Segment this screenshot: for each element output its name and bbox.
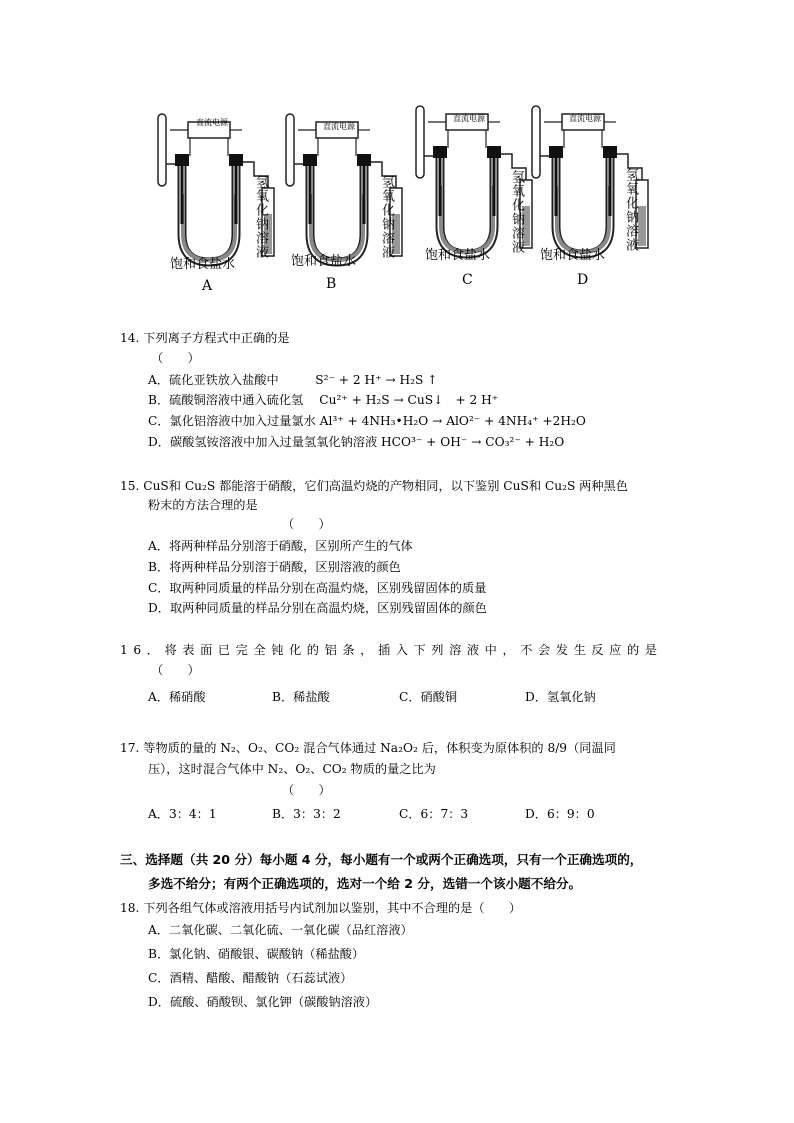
power-label-d: 直流电源 — [569, 114, 601, 123]
q18-option-d: D．硫酸、硝酸钡、氯化钾（碳酸钠溶液） — [148, 995, 378, 1009]
panel-letter-c: C — [462, 272, 473, 288]
q18-option-a: A．二氧化碳、二氧化硫、一氧化碳（品红溶液） — [148, 923, 413, 937]
power-label-b: 直流电源 — [323, 122, 355, 131]
panel-letter-a: A — [202, 278, 213, 294]
q14-option-d: D．碳酸氢铵溶液中加入过量氢氧化钠溶液 HCO³⁻ + OH⁻ → CO₃²⁻ + H₂O — [148, 435, 565, 449]
q15-option-a: A．将两种样品分别溶于硝酸，区别所产生的气体 — [148, 539, 413, 553]
panel-letter-b: B — [326, 276, 337, 292]
brine-label-d: 饱和食盐水 — [540, 248, 606, 263]
power-label-c: 直流电源 — [453, 114, 485, 123]
brine-label-b: 饱和食盐水 — [291, 254, 357, 269]
q14-option-b: B．硫酸铜溶液中通入硫化氢 Cu²⁺ + H₂S → CuS↓ + 2 H⁺ — [148, 393, 499, 407]
q17-option-b: B．3：3：2 — [272, 807, 341, 821]
q14-stem: 14. 下列离子方程式中正确的是 — [120, 331, 290, 345]
q15-stem-line1: 15. CuS和 Cu₂S 都能溶于硝酸，它们高温灼烧的产物相同，以下鉴别 CuS和 Cu₂S 两种黑色 — [120, 479, 628, 493]
q17-stem-line1: 17. 等物质的量的 N₂、O₂、CO₂ 混合气体通过 Na₂O₂ 后，体积变为原体积的 8/9（同温同 — [120, 741, 616, 755]
brine-label-c: 饱和食盐水 — [425, 248, 491, 263]
q15-option-c: C．取两种同质量的样品分别在高温灼烧，区别残留固体的质量 — [148, 581, 487, 595]
q16-option-c: C．硝酸铜 — [399, 690, 458, 704]
q17-option-a: A．3：4：1 — [148, 807, 217, 821]
q18-option-c: C．酒精、醋酸、醋酸钠（石蕊试液） — [148, 971, 353, 985]
q17-option-c: C．6：7：3 — [399, 807, 469, 821]
q16-stem: 16．将表面已完全钝化的铝条，插入下列溶液中，不会发生反应的是 — [120, 643, 663, 657]
q16-paren: （ ） — [151, 663, 200, 677]
q16-option-a: A．稀硝酸 — [148, 690, 206, 704]
q15-paren: （ ） — [282, 517, 331, 531]
q15-option-d: D．取两种同质量的样品分别在高温灼烧，区别残留固体的颜色 — [148, 601, 487, 615]
section3-header-line2: 多选不给分；有两个正确选项的，选对一个给 2 分，选错一个该小题不给分。 — [148, 876, 582, 891]
q15-option-b: B．将两种样品分别溶于硝酸，区别溶液的颜色 — [148, 560, 401, 574]
q16-option-b: B．稀盐酸 — [272, 690, 330, 704]
naoh-label-a: 氢氧化钠溶液 — [253, 175, 268, 259]
naoh-label-c: 氢氧化钠溶液 — [509, 170, 524, 254]
q14-option-a: A．硫化亚铁放入盐酸中 S²⁻ + 2 H⁺ → H₂S ↑ — [148, 373, 438, 387]
brine-label-a: 饱和食盐水 — [170, 257, 236, 272]
q17-paren: （ ） — [282, 783, 331, 797]
q18-stem: 18. 下列各组气体或溶液用括号内试剂加以鉴别，其中不合理的是（ ） — [120, 901, 522, 915]
q17-stem-line2: 压），这时混合气体中 N₂、O₂、CO₂ 物质的量之比为 — [148, 762, 436, 776]
q14-paren: （ ） — [151, 351, 200, 365]
naoh-label-d: 氢氧化钠溶液 — [623, 168, 638, 252]
q17-option-d: D．6：9：0 — [525, 807, 595, 821]
q18-option-b: B．氯化钠、硝酸银、碳酸钠（稀盐酸） — [148, 947, 365, 961]
q16-option-d: D．氢氧化钠 — [525, 690, 596, 704]
q15-stem-line2: 粉末的方法合理的是 — [148, 498, 258, 512]
q14-option-c: C．氯化铝溶液中加入过量氯水 Al³⁺ + 4NH₃•H₂O → AlO²⁻ + 4NH₄⁺ +2H₂O — [148, 414, 586, 428]
section3-header-line1: 三、选择题（共 20 分）每小题 4 分，每小题有一个或两个正确选项，只有一个正确选项的， — [120, 852, 643, 867]
naoh-label-b: 氢氧化钠溶液 — [379, 175, 394, 259]
power-label-a: 直流电源 — [196, 118, 228, 127]
panel-letter-d: D — [577, 272, 589, 288]
